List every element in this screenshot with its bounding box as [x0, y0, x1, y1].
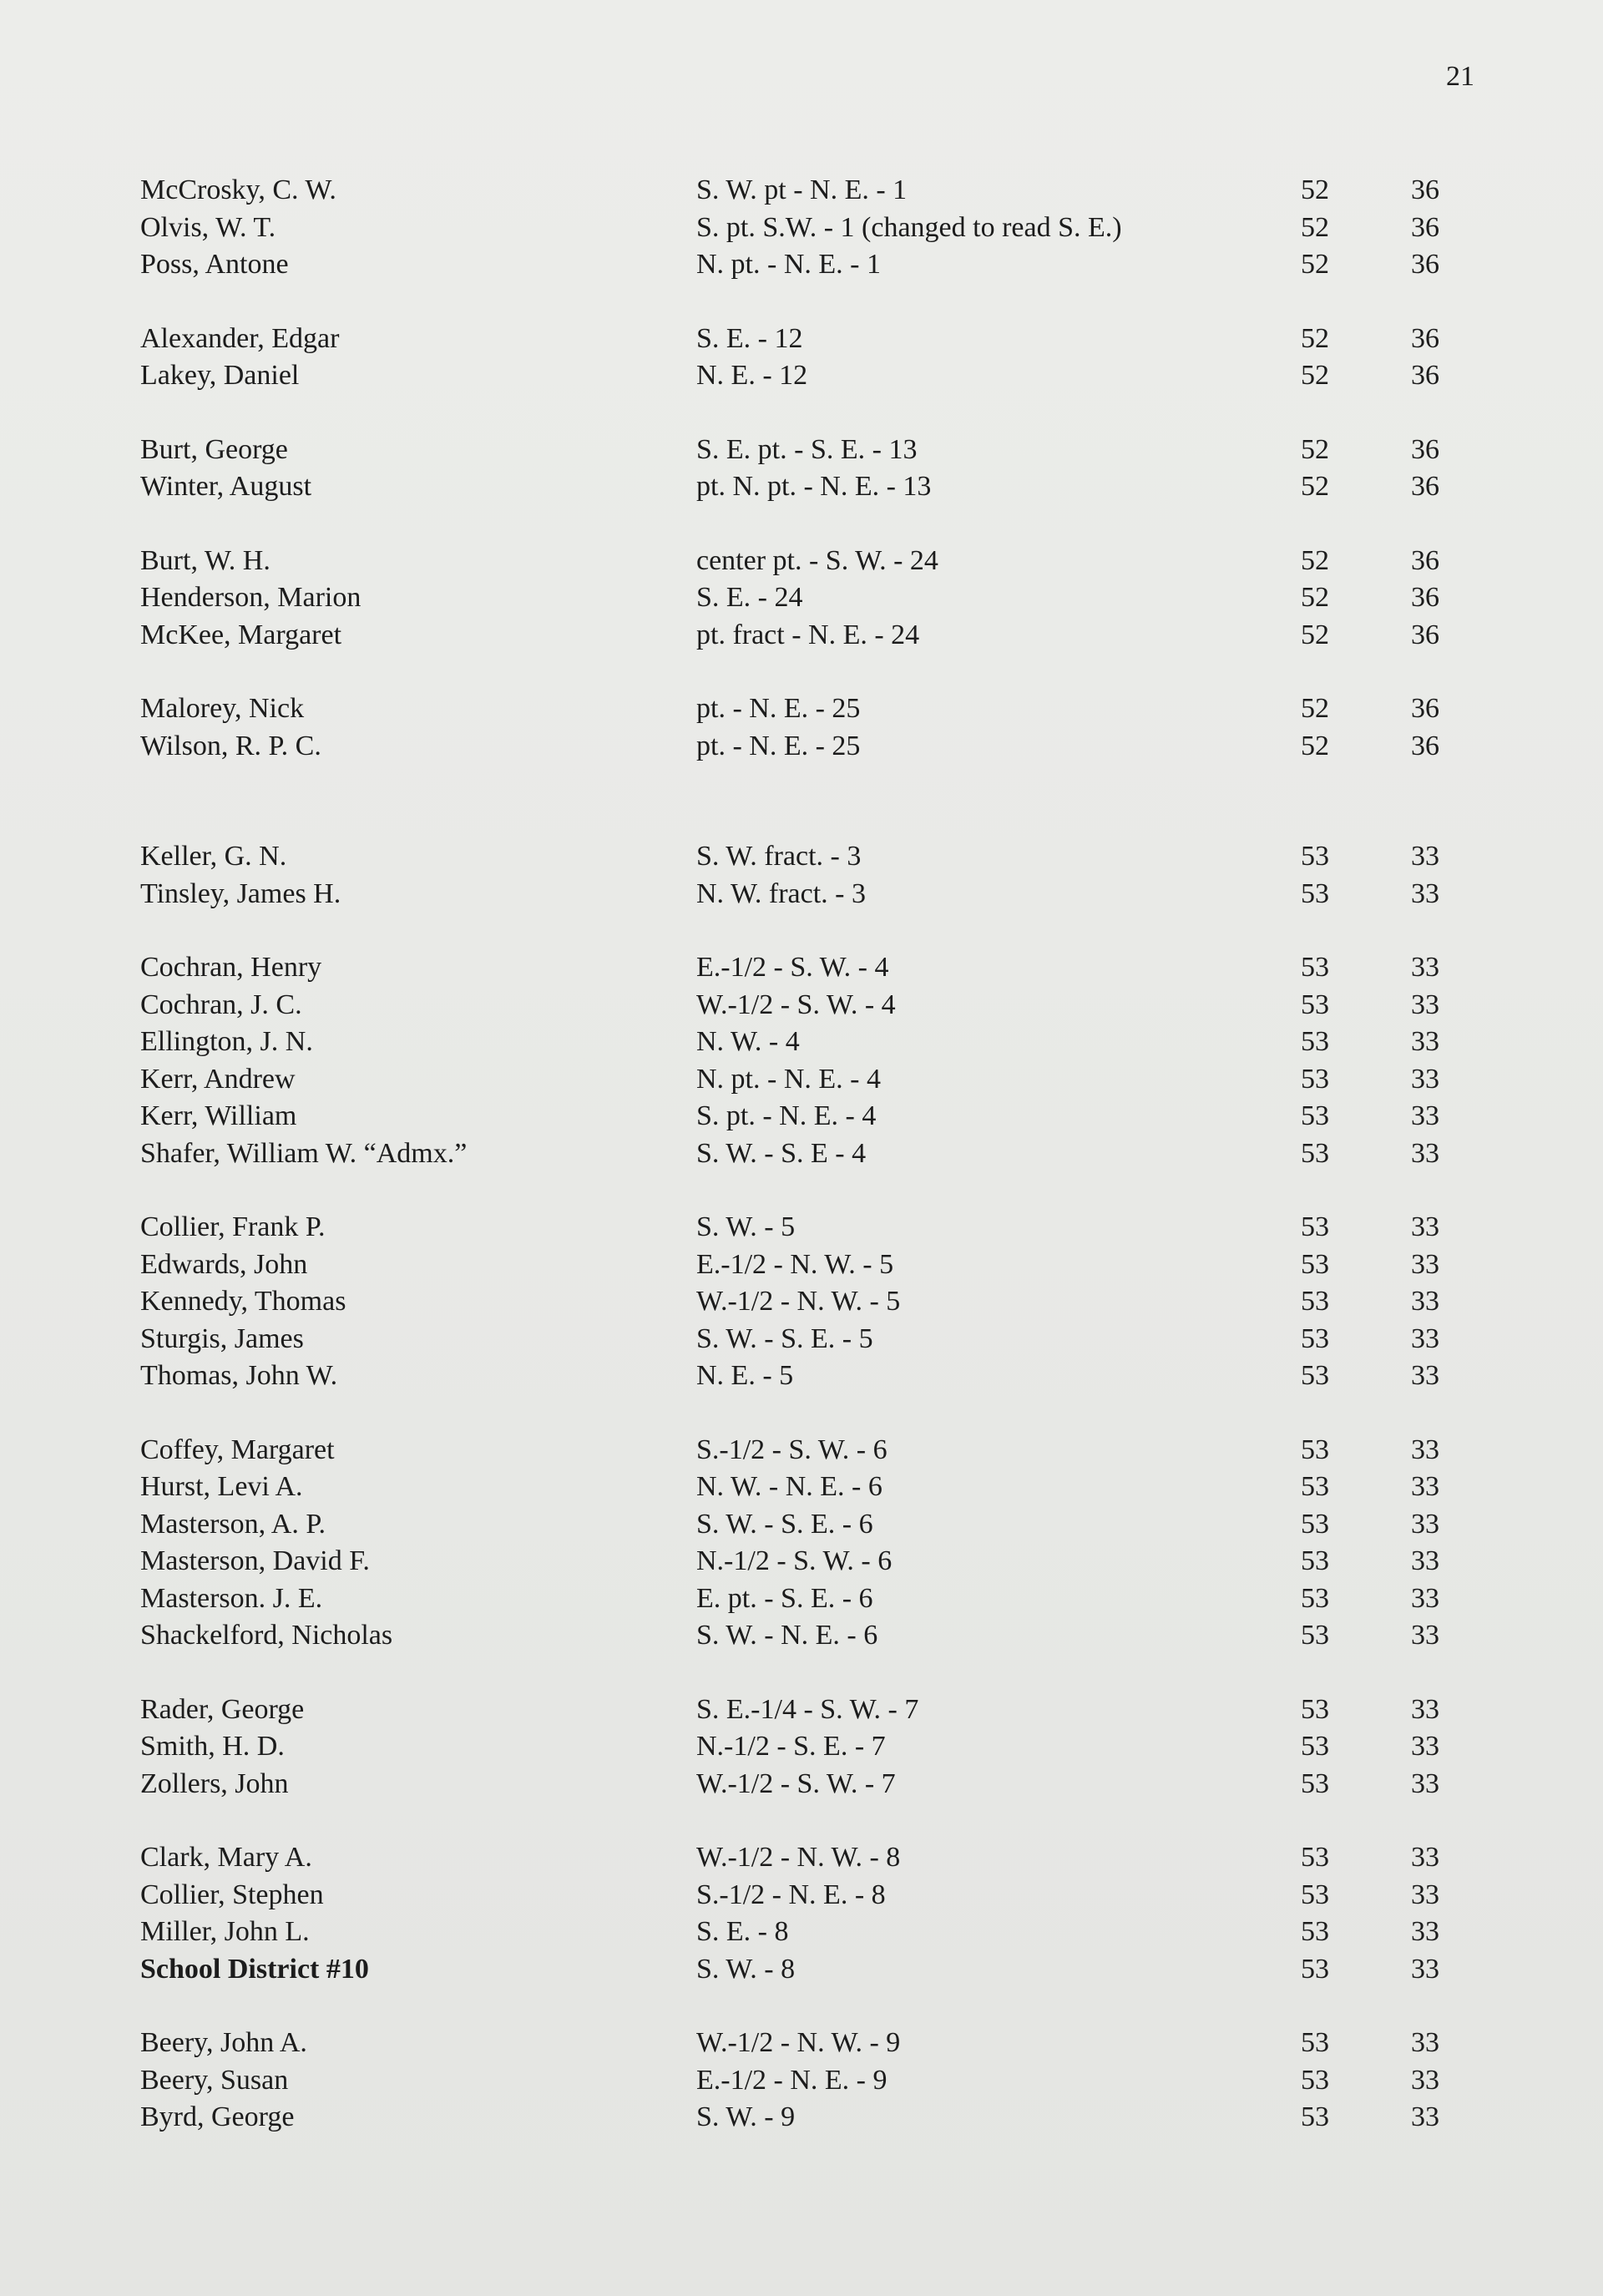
land-description: E. pt. - S. E. - 6: [696, 1582, 873, 1614]
owner-name: Henderson, Marion: [140, 582, 362, 614]
range: 33: [1411, 2027, 1439, 2059]
owner-name: Ellington, J. N.: [140, 1026, 313, 1058]
owner-name: Tinsley, James H.: [140, 877, 341, 909]
entry-row: [140, 246, 1443, 284]
entry-row: [140, 579, 1443, 617]
land-description: center pt. - S. W. - 24: [696, 544, 938, 576]
township: 53: [1301, 1620, 1329, 1651]
owner-name: Hurst, Levi A.: [140, 1471, 303, 1503]
entry-group: [140, 838, 1443, 913]
land-description: W.-1/2 - S. W. - 4: [696, 989, 896, 1020]
township: 52: [1301, 360, 1329, 392]
entry-row: [140, 2025, 1443, 2062]
land-description: S. E. - 8: [696, 1916, 789, 1948]
township: 53: [1301, 1434, 1329, 1465]
entry-row: [140, 1951, 1443, 1989]
land-description: S. pt. - N. E. - 4: [696, 1100, 877, 1132]
owner-name: Wilson, R. P. C.: [140, 730, 321, 761]
owner-name: Kennedy, Thomas: [140, 1286, 346, 1317]
range: 33: [1411, 1434, 1439, 1465]
entry-row: [140, 432, 1443, 469]
range: 36: [1411, 693, 1439, 725]
township: 53: [1301, 1100, 1329, 1132]
land-description: W.-1/2 - N. W. - 8: [696, 1842, 901, 1874]
owner-name: Keller, G. N.: [140, 841, 287, 872]
owner-name: Masterson. J. E.: [140, 1582, 323, 1614]
range: 33: [1411, 1100, 1439, 1132]
entry-row: [140, 949, 1443, 987]
land-description: S. E. - 12: [696, 322, 803, 354]
range: 36: [1411, 619, 1439, 650]
township: 53: [1301, 1731, 1329, 1762]
township: 53: [1301, 2027, 1329, 2059]
entry-row: [140, 690, 1443, 728]
entry-row: [140, 1692, 1443, 1729]
entry-row: [140, 468, 1443, 506]
owner-name: Cochran, Henry: [140, 952, 322, 984]
entry-group: [140, 321, 1443, 395]
entry-group: [140, 432, 1443, 506]
township: 52: [1301, 693, 1329, 725]
land-description: N. W. - N. E. - 6: [696, 1471, 882, 1503]
township: 53: [1301, 1693, 1329, 1725]
owner-name: Zollers, John: [140, 1768, 289, 1799]
range: 33: [1411, 1842, 1439, 1874]
owner-name: Edwards, John: [140, 1248, 308, 1280]
land-description: pt. - N. E. - 25: [696, 693, 861, 725]
land-description: S. E. - 24: [696, 582, 803, 614]
range: 33: [1411, 1026, 1439, 1058]
entry-row: [140, 838, 1443, 876]
land-description: N. W. - 4: [696, 1026, 800, 1058]
township: 53: [1301, 2101, 1329, 2133]
entry-row: [140, 1580, 1443, 1618]
entry-row: [140, 1543, 1443, 1580]
township: 53: [1301, 1211, 1329, 1243]
entry-group: [140, 172, 1443, 284]
entry-group: [140, 690, 1443, 765]
township: 52: [1301, 582, 1329, 614]
owner-name: Byrd, George: [140, 2101, 295, 2133]
range: 36: [1411, 249, 1439, 281]
range: 33: [1411, 1063, 1439, 1095]
land-description: S. W. - 8: [696, 1953, 796, 1985]
range: 33: [1411, 1322, 1439, 1354]
township: 52: [1301, 471, 1329, 503]
range: 33: [1411, 2101, 1439, 2133]
entry-group: [140, 949, 1443, 1172]
township: 53: [1301, 841, 1329, 872]
range: 36: [1411, 360, 1439, 392]
range: 33: [1411, 1620, 1439, 1651]
land-description: S. pt. S.W. - 1 (changed to read S. E.): [696, 211, 1122, 243]
range: 33: [1411, 1731, 1439, 1762]
entry-row: [140, 1469, 1443, 1506]
township: 53: [1301, 1916, 1329, 1948]
entry-group: [140, 1432, 1443, 1655]
township: 53: [1301, 1768, 1329, 1799]
page-number: 21: [1446, 61, 1474, 92]
entry-group: [140, 543, 1443, 655]
entry-row: [140, 1135, 1443, 1173]
land-description: N.-1/2 - S. E. - 7: [696, 1731, 886, 1762]
range: 33: [1411, 1360, 1439, 1392]
entry-row: [140, 728, 1443, 766]
range: 33: [1411, 1693, 1439, 1725]
entry-row: [140, 987, 1443, 1024]
range: 36: [1411, 174, 1439, 206]
township: 53: [1301, 1842, 1329, 1874]
owner-name: Kerr, William: [140, 1100, 297, 1132]
range: 33: [1411, 1248, 1439, 1280]
entry-row: [140, 1321, 1443, 1358]
entry-row: [140, 321, 1443, 358]
land-description: S. W. - S. E. - 5: [696, 1322, 873, 1354]
land-description: S. W. - N. E. - 6: [696, 1620, 878, 1651]
entry-row: [140, 543, 1443, 580]
owner-name: Rader, George: [140, 1693, 305, 1725]
entry-row: [140, 1877, 1443, 1914]
land-description: S. W. - S. E - 4: [696, 1137, 867, 1169]
range: 33: [1411, 1211, 1439, 1243]
owner-name: Burt, W. H.: [140, 544, 271, 576]
land-description: N.-1/2 - S. W. - 6: [696, 1545, 893, 1577]
range: 33: [1411, 1879, 1439, 1910]
entry-group: [140, 1209, 1443, 1395]
owner-name: Beery, Susan: [140, 2064, 289, 2096]
land-description: N. E. - 5: [696, 1360, 794, 1392]
land-description: pt. N. pt. - N. E. - 13: [696, 471, 932, 503]
township: 53: [1301, 1508, 1329, 1540]
land-description: N. E. - 12: [696, 360, 808, 392]
range: 33: [1411, 1508, 1439, 1540]
entry-row: [140, 2062, 1443, 2100]
range: 33: [1411, 1916, 1439, 1948]
owner-name: Collier, Frank P.: [140, 1211, 326, 1243]
entry-row: [140, 1283, 1443, 1321]
owner-name: Collier, Stephen: [140, 1879, 324, 1910]
owner-name: Shafer, William W. “Admx.”: [140, 1137, 468, 1169]
entry-group: [140, 2025, 1443, 2137]
township: 53: [1301, 1322, 1329, 1354]
range: 36: [1411, 211, 1439, 243]
range: 33: [1411, 1768, 1439, 1799]
land-description: N. pt. - N. E. - 4: [696, 1063, 881, 1095]
range: 36: [1411, 582, 1439, 614]
owner-name: Cochran, J. C.: [140, 989, 302, 1020]
owner-name: Olvis, W. T.: [140, 211, 276, 243]
entry-row: [140, 1061, 1443, 1099]
land-description: pt. fract - N. E. - 24: [696, 619, 920, 650]
township: 53: [1301, 1953, 1329, 1985]
range: 33: [1411, 1545, 1439, 1577]
township: 53: [1301, 1026, 1329, 1058]
township: 53: [1301, 1879, 1329, 1910]
entry-row: [140, 1914, 1443, 1951]
land-description: S.-1/2 - N. E. - 8: [696, 1879, 886, 1910]
owner-name: Clark, Mary A.: [140, 1842, 312, 1874]
owner-name: McKee, Margaret: [140, 619, 342, 650]
land-description: N. W. fract. - 3: [696, 877, 867, 909]
range: 33: [1411, 1137, 1439, 1169]
township: 53: [1301, 2064, 1329, 2096]
owner-name: Alexander, Edgar: [140, 322, 340, 354]
land-description: S. W. fract. - 3: [696, 841, 862, 872]
range: 36: [1411, 544, 1439, 576]
range: 33: [1411, 989, 1439, 1020]
entry-group: [140, 1692, 1443, 1803]
township: 53: [1301, 1248, 1329, 1280]
township: 53: [1301, 1582, 1329, 1614]
entry-row: [140, 2099, 1443, 2137]
township: 53: [1301, 1286, 1329, 1317]
land-description: S. W. pt - N. E. - 1: [696, 174, 908, 206]
entry-group: [140, 1839, 1443, 1988]
range: 33: [1411, 877, 1439, 909]
land-description: S.-1/2 - S. W. - 6: [696, 1434, 887, 1465]
township: 53: [1301, 989, 1329, 1020]
entry-row: [140, 357, 1443, 395]
township: 53: [1301, 1137, 1329, 1169]
entry-row: [140, 1728, 1443, 1766]
owner-name: Miller, John L.: [140, 1916, 310, 1948]
entry-row: [140, 1098, 1443, 1135]
land-description: E.-1/2 - S. W. - 4: [696, 952, 889, 984]
range: 36: [1411, 322, 1439, 354]
entry-row: [140, 1766, 1443, 1803]
township: 52: [1301, 730, 1329, 761]
owner-name: Masterson, A. P.: [140, 1508, 326, 1540]
township: 53: [1301, 1360, 1329, 1392]
entry-row: [140, 172, 1443, 210]
owner-name: Kerr, Andrew: [140, 1063, 296, 1095]
entry-row: [140, 1247, 1443, 1284]
range: 33: [1411, 1582, 1439, 1614]
owner-name: Poss, Antone: [140, 249, 289, 281]
township: 52: [1301, 322, 1329, 354]
township: 53: [1301, 952, 1329, 984]
township: 53: [1301, 1545, 1329, 1577]
township: 52: [1301, 433, 1329, 465]
owner-name: Beery, John A.: [140, 2027, 307, 2059]
owner-name: School District #10: [140, 1953, 369, 1985]
range: 33: [1411, 2064, 1439, 2096]
entry-row: [140, 1839, 1443, 1877]
land-description: W.-1/2 - S. W. - 7: [696, 1768, 896, 1799]
land-listing: [140, 172, 1443, 2173]
owner-name: McCrosky, C. W.: [140, 174, 336, 206]
range: 36: [1411, 471, 1439, 503]
owner-name: Malorey, Nick: [140, 693, 305, 725]
entry-row: [140, 1209, 1443, 1247]
land-description: S. E.-1/4 - S. W. - 7: [696, 1693, 919, 1725]
entry-row: [140, 1506, 1443, 1544]
range: 33: [1411, 1286, 1439, 1317]
land-description: N. pt. - N. E. - 1: [696, 249, 881, 281]
range: 33: [1411, 1953, 1439, 1985]
land-description: W.-1/2 - N. W. - 5: [696, 1286, 901, 1317]
entry-row: [140, 876, 1443, 913]
land-description: W.-1/2 - N. W. - 9: [696, 2027, 901, 2059]
township: 52: [1301, 544, 1329, 576]
owner-name: Thomas, John W.: [140, 1360, 338, 1392]
owner-name: Smith, H. D.: [140, 1731, 285, 1762]
land-description: S. W. - 5: [696, 1211, 796, 1243]
land-description: S. W. - 9: [696, 2101, 796, 2133]
township: 52: [1301, 174, 1329, 206]
range: 33: [1411, 841, 1439, 872]
land-description: S. E. pt. - S. E. - 13: [696, 433, 918, 465]
entry-row: [140, 617, 1443, 655]
township: 52: [1301, 211, 1329, 243]
entry-row: [140, 1432, 1443, 1469]
township: 53: [1301, 877, 1329, 909]
owner-name: Sturgis, James: [140, 1322, 304, 1354]
range: 33: [1411, 952, 1439, 984]
land-description: E.-1/2 - N. W. - 5: [696, 1248, 894, 1280]
land-description: E.-1/2 - N. E. - 9: [696, 2064, 887, 2096]
range: 33: [1411, 1471, 1439, 1503]
township: 52: [1301, 619, 1329, 650]
land-description: S. W. - S. E. - 6: [696, 1508, 873, 1540]
entry-row: [140, 1024, 1443, 1061]
range: 36: [1411, 730, 1439, 761]
owner-name: Coffey, Margaret: [140, 1434, 335, 1465]
owner-name: Burt, George: [140, 433, 288, 465]
range: 36: [1411, 433, 1439, 465]
entry-row: [140, 210, 1443, 247]
township: 53: [1301, 1063, 1329, 1095]
entry-row: [140, 1358, 1443, 1395]
owner-name: Lakey, Daniel: [140, 360, 300, 392]
owner-name: Shackelford, Nicholas: [140, 1620, 393, 1651]
township: 53: [1301, 1471, 1329, 1503]
land-description: pt. - N. E. - 25: [696, 730, 861, 761]
township: 52: [1301, 249, 1329, 281]
entry-row: [140, 1617, 1443, 1655]
owner-name: Winter, August: [140, 471, 312, 503]
owner-name: Masterson, David F.: [140, 1545, 370, 1577]
